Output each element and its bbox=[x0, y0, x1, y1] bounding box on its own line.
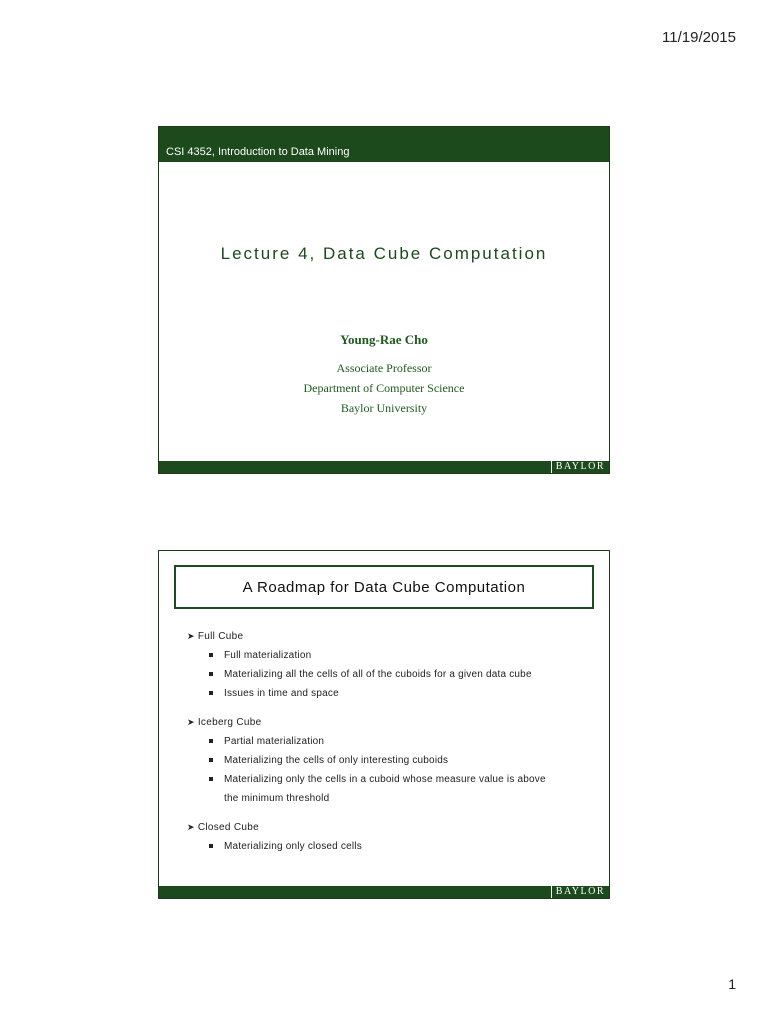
author-department: Department of Computer Science bbox=[303, 381, 465, 395]
course-name: CSI 4352, Introduction to Data Mining bbox=[166, 146, 350, 158]
square-bullet-icon bbox=[209, 691, 213, 695]
list-item: Materializing only the cells in a cuboid whose measure value is above the minimum threshold bbox=[187, 770, 597, 808]
arrow-bullet-icon: ➤ bbox=[187, 631, 195, 641]
section-title: Closed Cube bbox=[197, 822, 259, 833]
section-full-cube bbox=[187, 627, 597, 703]
arrow-bullet-icon: ➤ bbox=[187, 822, 195, 832]
baylor-logo: BAYLOR bbox=[551, 461, 605, 473]
list-item: Materializing only closed cells bbox=[187, 837, 597, 856]
page-number: 1 bbox=[728, 976, 736, 992]
course-header bbox=[159, 127, 609, 162]
arrow-bullet-icon: ➤ bbox=[187, 717, 195, 727]
author-name: Young-Rae Cho bbox=[340, 332, 428, 347]
author-university: Baylor University bbox=[340, 401, 428, 415]
square-bullet-icon bbox=[209, 739, 213, 743]
author-block bbox=[159, 332, 609, 418]
list-item: Issues in time and space bbox=[187, 684, 597, 703]
square-bullet-icon bbox=[209, 653, 213, 657]
roadmap-slide bbox=[158, 550, 610, 899]
title-slide bbox=[158, 126, 610, 474]
author-position: Associate Professor bbox=[336, 361, 432, 375]
list-item: Materializing the cells of only interesting cuboids bbox=[187, 751, 597, 770]
square-bullet-icon bbox=[209, 758, 213, 762]
section-title: Full Cube bbox=[197, 631, 244, 642]
list-item: Full materialization bbox=[187, 646, 597, 665]
slide-footer bbox=[159, 461, 609, 473]
list-item: Materializing all the cells of all of the cuboids for a given data cube bbox=[187, 665, 597, 684]
lecture-title: Lecture 4, Data Cube Computation bbox=[220, 244, 548, 263]
square-bullet-icon bbox=[209, 672, 213, 676]
section-title: Iceberg Cube bbox=[197, 717, 262, 728]
square-bullet-icon bbox=[209, 844, 213, 848]
section-iceberg-cube bbox=[187, 713, 597, 808]
slide-content bbox=[187, 627, 597, 866]
square-bullet-icon bbox=[209, 777, 213, 781]
slide-title: A Roadmap for Data Cube Computation bbox=[174, 565, 594, 609]
document-date: 11/19/2015 bbox=[662, 29, 736, 46]
baylor-logo: BAYLOR bbox=[551, 886, 605, 898]
section-closed-cube bbox=[187, 818, 597, 856]
list-item: Partial materialization bbox=[187, 732, 597, 751]
slide-footer bbox=[159, 886, 609, 898]
